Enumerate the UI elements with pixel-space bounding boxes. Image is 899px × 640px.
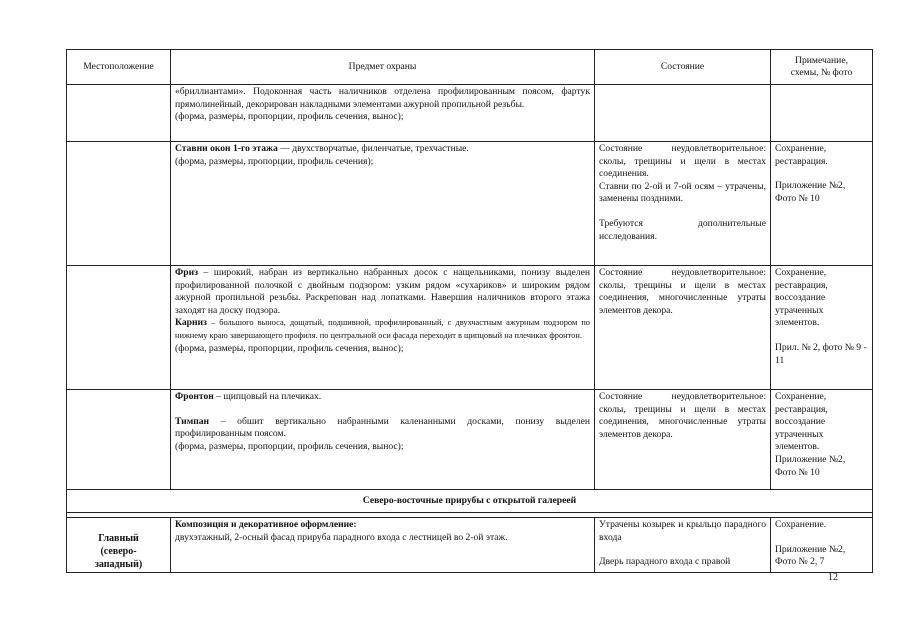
condition-text: Ставни по 2-ой и 7-ой осям – утрачены, заменены поздними. xyxy=(599,180,766,205)
condition-cell xyxy=(595,85,771,142)
header-condition: Состояние xyxy=(595,50,771,85)
table-row xyxy=(67,85,873,142)
header-location: Местоположение xyxy=(67,50,171,85)
location-cell xyxy=(67,518,171,573)
location-cell xyxy=(67,266,171,390)
location-line: (северо- xyxy=(100,546,137,557)
location-cell xyxy=(67,142,171,266)
note-text: Сохранение, реставрация, воссоздание утраченных элементов. xyxy=(775,267,828,329)
location-cell xyxy=(67,85,171,142)
subject-params: (форма, размеры, пропорции, профиль сечения, вынос); xyxy=(175,342,404,354)
subject-cell xyxy=(171,266,595,390)
fronton-text: – щипцовый на плечиках. xyxy=(213,391,322,402)
note-cell xyxy=(771,85,873,142)
location-cell xyxy=(67,390,171,490)
condition-text: Состояние неудовлетворительное: сколы, трещины и щели в местах соединения, многочисленные утраты элементов декора. xyxy=(599,267,766,316)
note-cell xyxy=(771,518,873,573)
subject-cell xyxy=(171,390,595,490)
timpan-title: Тимпан xyxy=(175,415,210,427)
note-cell xyxy=(771,142,873,266)
header-note xyxy=(771,50,873,85)
fronton-title: Фронтон xyxy=(175,391,214,402)
karniz-title: Карниз xyxy=(175,317,207,329)
condition-text: Состояние неудовлетворительное: сколы, трещины и щели в местах соединения. xyxy=(599,143,766,180)
condition-text: Требуются дополнительные исследования. xyxy=(599,217,766,242)
header-subject: Предмет охраны xyxy=(171,50,595,85)
table-header-row xyxy=(67,50,873,85)
location-line: западный) xyxy=(94,559,143,570)
condition-text: Дверь парадного входа с правой xyxy=(599,556,731,568)
location-line: Главный xyxy=(98,533,139,544)
condition-cell xyxy=(595,518,771,573)
header-note-line1: Примечание, xyxy=(795,55,848,66)
note-ref: Приложение №2, Фото № 2, 7 xyxy=(775,543,846,568)
condition-text: Утрачены козырек и крыльцо парадного входа xyxy=(599,519,766,543)
timpan-text: – обшит вертикально набранными каленанными досками, понизу выделен профилированным поясом. xyxy=(175,415,590,440)
table-row xyxy=(67,266,873,390)
friz-text: – широкий, набран из вертикально набранных досок с нащельниками, понизу выделен профилированной полочкой с двойным подзором: узким рядом «сухариков» и широким рядом ажурной пропильной резьбы. Раскрепован над лопатками. Навершия наличников второго этажа заходят на доску подзора. xyxy=(175,267,590,316)
page-number: 12 xyxy=(828,572,838,583)
section-title: Северо-восточные прирубы с открытой галереей xyxy=(67,490,873,513)
table-row xyxy=(67,142,873,266)
subject-title: Композиция и декоративное оформление: xyxy=(175,519,357,530)
table-row xyxy=(67,518,873,573)
note-text: Сохранение, реставрация. xyxy=(775,143,828,167)
subject-cell xyxy=(171,518,595,573)
note-ref: Приложение №2, Фото № 10 xyxy=(775,453,846,478)
condition-cell xyxy=(595,390,771,490)
subject-cell xyxy=(171,85,595,142)
condition-text: Состояние неудовлетворительное: сколы, трещины и щели в местах соединения, многочисленные утраты элементов декора. xyxy=(599,391,766,440)
header-note-line2: схемы, № фото xyxy=(790,67,853,78)
subject-lead: — двухстворчатые, филенчатые, трехчастные. xyxy=(277,143,469,154)
note-ref: Приложение №2, Фото № 10 xyxy=(775,180,846,204)
karniz-text: – большого выноса, дощатый, подшивной, профилированный, с двухчастным ажурным подзором по нижнему краю завершающего профиля. по центральной оси фасада переходит в щипцовый на плечиках фронтон. xyxy=(175,318,590,340)
subject-text: двухэтажный, 2-осный фасад прируба парадного входа с лестницей во 2-ой этаж. xyxy=(175,531,508,543)
protection-table xyxy=(66,49,873,573)
table-row xyxy=(67,390,873,490)
note-cell xyxy=(771,390,873,490)
note-ref: Прил. № 2, фото № 9 - 11 xyxy=(775,341,867,366)
note-cell xyxy=(771,266,873,390)
subject-text: «бриллиантами». Подоконная часть наличников отделена профилированным поясом, фартук прямолинейный, декорирован накладными элементами ажурной пропильной резьбы. xyxy=(175,86,590,110)
subject-title: Ставни окон 1-го этажа xyxy=(175,143,278,154)
subject-params: (форма, размеры, пропорции, профиль сечения, вынос); xyxy=(175,440,404,452)
section-row xyxy=(67,490,873,513)
subject-cell xyxy=(171,142,595,266)
condition-cell xyxy=(595,266,771,390)
note-text: Сохранение. xyxy=(775,519,827,530)
subject-params: (форма, размеры, пропорции, профиль сечения); xyxy=(175,155,374,167)
friz-title: Фриз xyxy=(175,267,198,278)
condition-cell xyxy=(595,142,771,266)
note-text: Сохранение, реставрация, воссоздание утраченных элементов. xyxy=(775,391,828,453)
subject-params: (форма, размеры, пропорции, профиль сечения, вынос); xyxy=(175,111,404,123)
